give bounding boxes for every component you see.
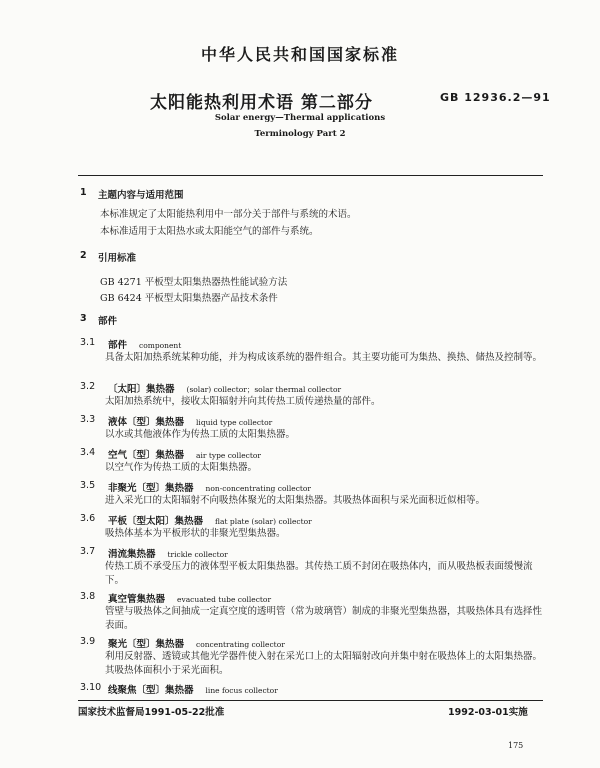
term-english: air type collector [196, 451, 261, 460]
term-number: 3.3 [80, 414, 96, 425]
term-name: 真空管集热器 evacuated tube collector [108, 594, 272, 605]
term-definition: 以空气作为传热工质的太阳集热器。 [105, 462, 258, 473]
term-english: component [139, 341, 182, 350]
term-english: liquid type collector [196, 418, 273, 427]
term-name: 部件 component [108, 340, 182, 351]
term-english: line focus collector [205, 686, 278, 695]
section-title: 主题内容与适用范围 [98, 190, 184, 201]
term-definition: 太阳加热系统中，接收太阳辐射并向其传热工质传递热量的部件。 [105, 396, 381, 407]
term-name: 聚光〔型〕集热器 concentrating collector [108, 639, 285, 650]
term-number: 3.8 [80, 591, 96, 602]
term-name: 液体〔型〕集热器 liquid type collector [108, 417, 273, 428]
paragraph: 本标准规定了太阳能热利用中一部分关于部件与系统的术语。 [100, 209, 357, 220]
term-name: 线聚焦〔型〕集热器 line focus collector [108, 685, 278, 696]
section-title: 部件 [98, 316, 118, 327]
term-name: 〔太阳〕集热器 (solar) collector；solar thermal collector [108, 384, 342, 395]
reference-item: GB 4271 平板型太阳集热器热性能试验方法 [100, 277, 288, 288]
section-number: 2 [80, 250, 87, 261]
english-subtitle: Terminology Part 2 [254, 129, 346, 139]
section-number: 1 [80, 187, 87, 198]
term-number: 3.5 [80, 480, 96, 491]
term-definition: 具备太阳加热系统某种功能，并为构成该系统的器件组合。其主要功能可为集热、换热、储热及控制等。 [105, 352, 543, 363]
term-english: concentrating collector [196, 640, 285, 649]
section-title: 引用标准 [98, 253, 137, 264]
term-number: 3.1 [80, 337, 96, 348]
header-divider [78, 175, 543, 176]
footer-divider [78, 700, 543, 701]
term-number: 3.4 [80, 447, 96, 458]
term-definition: 管壁与吸热体之间抽成一定真空度的透明管（常为玻璃管）制成的非聚光型集热器，其吸热体具有选择性表面。 [105, 606, 543, 631]
term-number: 3.9 [80, 636, 96, 647]
term-definition: 传热工质不承受压力的液体型平板太阳集热器。其传热工质不封闭在吸热体内，而从吸热板表面缓慢流下。 [105, 561, 533, 586]
paragraph: 本标准适用于太阳热水或太阳能空气的部件与系统。 [100, 226, 319, 237]
term-number: 3.2 [80, 381, 96, 392]
term-number: 3.10 [80, 682, 102, 693]
approval-note: 国家技术监督局1991-05-22批准 [78, 707, 225, 718]
document-title: 太阳能热利用术语 第二部分 [150, 93, 373, 113]
english-title: Solar energy—Thermal applications [214, 113, 386, 123]
term-english: non-concentrating collector [205, 484, 312, 493]
term-number: 3.7 [80, 546, 96, 557]
term-english: (solar) collector；solar thermal collector [186, 385, 342, 394]
page-number: 175 [508, 741, 524, 750]
term-english: flat plate (solar) collector [215, 517, 312, 526]
org-title: 中华人民共和国国家标准 [200, 45, 399, 64]
term-english: evacuated tube collector [177, 595, 272, 604]
effective-date: 1992-03-01实施 [448, 707, 528, 718]
term-name: 空气〔型〕集热器 air type collector [108, 450, 261, 461]
term-definition: 进入采光口的太阳辐射不向吸热体聚光的太阳集热器。其吸热体面积与采光面积近似相等。 [105, 495, 486, 506]
term-definition: 以水或其他液体作为传热工质的太阳集热器。 [105, 429, 296, 440]
term-name: 平板〔型太阳〕集热器 flat plate (solar) collector [108, 516, 312, 527]
section-number: 3 [80, 313, 87, 324]
term-number: 3.6 [80, 513, 96, 524]
term-name: 涓流集热器 trickle collector [108, 549, 228, 560]
term-english: trickle collector [167, 550, 228, 559]
term-name: 非聚光〔型〕集热器 non-concentrating collector [108, 483, 312, 494]
term-definition: 利用反射器、透镜或其他光学器件使入射在采光口上的太阳辐射改向并集中射在吸热体上的太阳集热器。其吸热体面积小于采光面积。 [105, 651, 543, 676]
standard-code: GB 12936.2—91 [440, 91, 551, 104]
reference-item: GB 6424 平板型太阳集热器产品技术条件 [100, 293, 278, 304]
term-definition: 吸热体基本为平板形状的非聚光型集热器。 [105, 528, 286, 539]
